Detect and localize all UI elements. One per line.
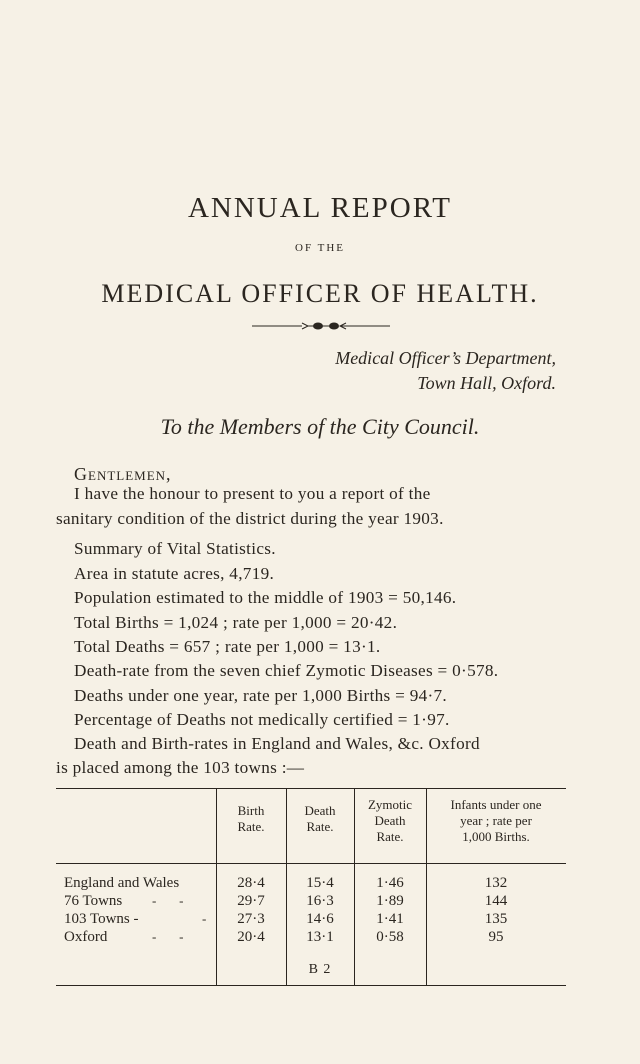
row-label: 103 Towns - [64,911,139,927]
leader-dash: - [202,911,207,926]
summary-line: Percentage of Deaths not medically certified = 1·97. [74,710,450,729]
row-label: Oxford [64,929,108,945]
cell-zymotic: 1·41 [376,911,404,927]
summary-line: Summary of Vital Statistics. [74,539,276,558]
summary-line: Population estimated to the middle of 1903 = 50,146. [74,588,457,607]
summary-line: is placed among the 103 towns :— [56,758,305,777]
summary-line: Death and Birth-rates in England and Wales, &c. Oxford [74,734,480,753]
page-signature: B 2 [308,962,332,977]
cell-infants: 135 [484,911,508,927]
intro-line: sanitary condition of the district during the year 1903. [56,509,444,528]
header-infant-rate: Infants under one year ; rate per 1,000 Births. [450,797,542,844]
cell-death: 13·1 [306,929,334,945]
table-header-rule [56,863,566,864]
report-subtitle: OF THE [295,242,345,254]
cell-zymotic: 0·58 [376,929,404,945]
row-label: 76 Towns [64,893,123,909]
address-line-1: Medical Officer’s Department, [335,348,556,368]
report-title: ANNUAL REPORT [187,192,453,224]
cell-birth: 28·4 [237,875,265,891]
row-label: England and Wales [64,875,180,891]
header-death-rate: Death Rate. [304,803,336,834]
summary-line: Deaths under one year, rate per 1,000 Births = 94·7. [74,686,448,705]
leader-dash: - - [152,929,184,944]
header-zymotic-death-rate: Zymotic Death Rate. [367,797,413,844]
cell-birth: 27·3 [237,911,265,927]
leader-dash: - - [152,893,184,908]
cell-infants: 95 [488,929,504,945]
cell-infants: 144 [484,893,508,909]
summary-line: Total Deaths = 657 ; rate per 1,000 = 13·1. [74,637,381,656]
cell-infants: 132 [484,875,508,891]
header-birth-rate: Birth Rate. [237,803,265,834]
intro-line: I have the honour to present to you a report of the [74,484,431,503]
cell-death: 15·4 [306,875,334,891]
summary-line: Total Births = 1,024 ; rate per 1,000 = 20·42. [74,613,398,632]
cell-birth: 20·4 [237,929,265,945]
cell-death: 14·6 [306,911,334,927]
address-line-2: Town Hall, Oxford. [417,373,556,393]
cell-zymotic: 1·89 [376,893,404,909]
vital-statistics-table [56,788,566,986]
salutation: To the Members of the City Council. [160,414,480,439]
summary-line: Death-rate from the seven chief Zymotic Diseases = 0·578. [74,661,499,680]
cell-death: 16·3 [306,893,334,909]
report-title-secondary: MEDICAL OFFICER OF HEALTH. [101,279,539,308]
ornament-divider-icon [240,316,400,336]
cell-zymotic: 1·46 [376,875,404,891]
greeting: Gentlemen, [74,464,172,484]
cell-birth: 29·7 [237,893,265,909]
summary-line: Area in statute acres, 4,719. [74,564,275,583]
